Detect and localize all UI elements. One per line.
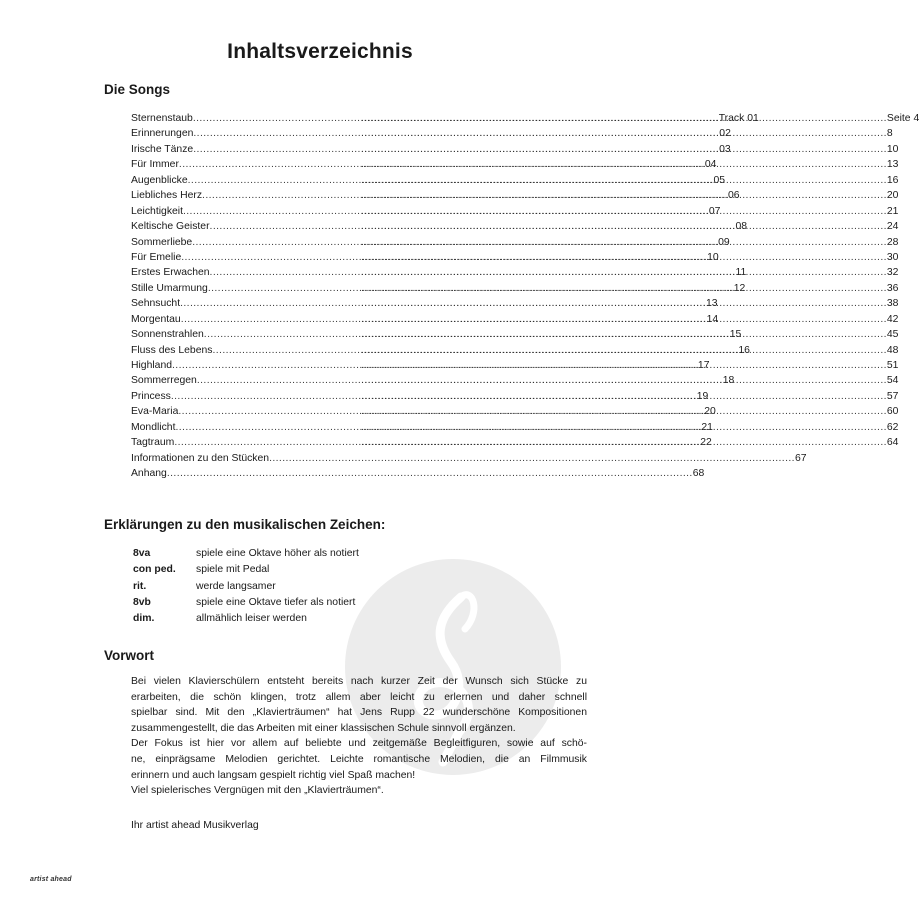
toc-page: 67: [794, 452, 807, 464]
toc-track: Track 01: [718, 113, 759, 124]
toc-title: Sommerliebe: [131, 236, 193, 248]
toc-row: [131, 437, 899, 452]
toc-page: 42: [886, 313, 899, 325]
toc-leader-dots: [361, 221, 887, 232]
toc-row: [131, 205, 899, 221]
toc-page: 21: [886, 205, 899, 217]
sign-term: rit.: [133, 580, 147, 592]
toc-leader-dots: [361, 144, 887, 155]
sign-row: [133, 548, 359, 564]
toc-row: [131, 406, 899, 421]
toc-page: 30: [886, 251, 899, 263]
toc-leader-dots: [361, 175, 887, 186]
toc-leader-dots: [361, 329, 887, 340]
toc-page: 16: [886, 174, 899, 186]
toc-title: Stille Umarmung: [131, 282, 208, 294]
toc-title: Morgentau: [131, 313, 181, 325]
toc-page: 60: [886, 406, 899, 418]
toc-title: Mondlicht: [131, 421, 176, 433]
toc-row: [131, 344, 899, 360]
table-of-contents: [131, 113, 919, 484]
toc-leader-dots: [361, 314, 887, 325]
toc-leader-dots: [361, 422, 887, 433]
toc-leader-dots: [269, 453, 795, 464]
toc-page: 28: [886, 236, 899, 248]
toc-track: 06: [727, 190, 740, 202]
toc-title: Informationen zu den Stücken: [131, 452, 270, 464]
toc-page: 10: [886, 143, 899, 155]
toc-leader-dots: [361, 283, 887, 294]
foreword-line: Viel spielerisches Vergnügen mit den „Klavierträumen“.: [131, 785, 384, 797]
toc-row: [131, 159, 899, 174]
toc-leader-dots: [361, 391, 887, 402]
toc-leader-dots: [361, 128, 887, 139]
toc-leader-dots: [361, 237, 887, 248]
toc-row: [131, 375, 899, 390]
toc-title: Liebliches Herz: [131, 190, 203, 202]
toc-page: 13: [886, 159, 899, 171]
signs-heading: Erklärungen zu den musikalischen Zeichen:: [104, 517, 386, 532]
toc-title: Anhang: [131, 468, 167, 480]
toc-track: 15: [729, 329, 742, 341]
foreword-line: erinnern und auch langsam gespielt richtig viel Spaß machen!: [131, 769, 416, 781]
foreword-heading: Vorwort: [104, 648, 154, 663]
toc-track: 12: [733, 282, 746, 294]
toc-page: 51: [886, 360, 899, 371]
toc-track: 22: [700, 437, 712, 449]
toc-track: 08: [735, 221, 748, 233]
toc-leader-dots: [361, 437, 887, 448]
toc-leader-dots: [361, 252, 887, 263]
toc-page: 62: [886, 421, 899, 433]
toc-title: Eva-Maria: [131, 406, 179, 418]
toc-leader-dots: [361, 113, 887, 124]
toc-row: [131, 329, 899, 344]
foreword-line: spielbar sind. Mit den „Klavierträumen“ hat Jens Rupp 22 wunderschöne Kompositionen: [131, 707, 587, 719]
toc-leader-dots: [361, 298, 887, 309]
toc-page: 36: [886, 282, 899, 294]
toc-title: Für Emelie: [131, 251, 182, 263]
sign-description: werde langsamer: [196, 580, 276, 592]
toc-track: 03: [719, 143, 731, 155]
toc-page: 48: [886, 344, 899, 356]
toc-title: Leichtigkeit: [131, 205, 183, 217]
toc-track: 09: [718, 236, 730, 248]
toc-title: Sonnenstrahlen: [131, 329, 204, 341]
toc-title: Keltische Geister: [131, 221, 210, 233]
toc-row: [131, 113, 919, 128]
toc-track: 04: [704, 159, 717, 171]
toc-page: 64: [886, 437, 899, 449]
toc-leader-dots: [361, 345, 887, 356]
toc-track: 02: [719, 128, 731, 140]
toc-page: 45: [886, 329, 899, 341]
toc-page: 57: [886, 390, 899, 402]
sign-term: dim.: [133, 613, 155, 625]
toc-leader-dots: [361, 159, 887, 170]
foreword-line: ne, einprägsame Melodien gerichtet. Leichte romantische Melodien, die an Filmmusik: [131, 753, 587, 765]
toc-row: [131, 390, 899, 406]
sign-row: [133, 613, 359, 629]
toc-leader-dots: [361, 406, 887, 417]
toc-row: [131, 221, 899, 236]
toc-track: 17: [697, 360, 710, 371]
toc-title: Fluss des Lebens: [131, 344, 213, 356]
sign-term: 8va: [133, 548, 151, 559]
toc-row: [131, 128, 893, 143]
toc-track: 11: [735, 267, 747, 279]
toc-title: Erstes Erwachen: [131, 267, 210, 279]
toc-page: 54: [886, 375, 899, 387]
toc-title: Irische Tänze: [131, 143, 194, 155]
toc-row: [131, 143, 899, 159]
sign-row: [133, 581, 359, 597]
toc-row: [131, 251, 899, 267]
toc-track: 18: [722, 375, 735, 387]
sign-term: con ped.: [133, 564, 176, 576]
foreword-line: zusammengestellt, die das Arbeiten mit einer klassischen Schule sinnvoll ergänzen.: [131, 722, 516, 734]
sign-term: 8vb: [133, 596, 151, 608]
sign-description: spiele eine Oktave tiefer als notiert: [196, 596, 356, 608]
sign-description: spiele eine Oktave höher als notiert: [196, 548, 359, 559]
toc-row: [131, 421, 899, 437]
toc-track: 21: [701, 421, 713, 433]
toc-page: 68: [692, 468, 705, 480]
toc-leader-dots: [361, 206, 887, 217]
sign-description: allmählich leiser werden: [196, 613, 307, 625]
toc-title: Sommerregen: [131, 375, 197, 387]
signs-list: [133, 548, 359, 629]
toc-title: Augenblicke: [131, 174, 188, 186]
foreword-line: Der Fokus ist hier vor allem auf beliebte und zeitgemäße Begleitfiguren, sowie auf schö-: [131, 738, 587, 750]
toc-track: 07: [708, 205, 721, 217]
songs-heading: Die Songs: [104, 82, 171, 97]
toc-title: Princess: [131, 390, 171, 402]
foreword-line: Bei vielen Klavierschülern entsteht bereits nach kurzer Zeit der Wunsch sich Stücke zu: [131, 676, 587, 687]
toc-row: [131, 452, 807, 468]
toc-row: [131, 267, 899, 282]
signature: Ihr artist ahead Musikverlag: [131, 820, 259, 831]
toc-leader-dots: [361, 375, 887, 386]
toc-row: [131, 174, 899, 190]
toc-track: 10: [707, 251, 719, 263]
sign-row: [133, 564, 359, 580]
toc-track: 14: [706, 313, 719, 325]
toc-leader-dots: [361, 360, 887, 371]
toc-track: 13: [706, 298, 718, 310]
toc-page: Seite 4: [886, 113, 919, 124]
toc-title: Sternenstaub: [131, 113, 193, 124]
page-title: Inhaltsverzeichnis: [227, 40, 413, 63]
foreword-text: [131, 674, 587, 799]
toc-title: Highland: [131, 360, 173, 371]
toc-page: 38: [886, 298, 899, 310]
toc-row: [131, 236, 899, 252]
sign-row: [133, 597, 359, 613]
sign-description: spiele mit Pedal: [196, 564, 270, 576]
toc-track: 05: [713, 174, 726, 186]
toc-leader-dots: [167, 468, 693, 479]
toc-page: 8: [886, 128, 893, 140]
toc-row: [131, 298, 899, 313]
footer-brand: artist ahead: [30, 876, 72, 883]
toc-leader-dots: [361, 267, 887, 278]
toc-title: Sehnsucht: [131, 298, 181, 310]
toc-track: 20: [704, 406, 716, 418]
toc-track: 16: [738, 344, 750, 356]
toc-leader-dots: [361, 190, 887, 201]
toc-row: [131, 468, 705, 483]
toc-page: 32: [886, 267, 899, 279]
toc-row: [131, 190, 899, 205]
toc-track: 19: [696, 390, 709, 402]
toc-title: Tagtraum: [131, 437, 175, 449]
toc-title: Für Immer: [131, 159, 179, 171]
foreword-line: erarbeiten, die schön klingen, trotz allem aber leicht zu erlernen und daher schnell: [131, 691, 587, 703]
toc-row: [131, 282, 899, 298]
toc-row: [131, 360, 899, 375]
toc-row: [131, 313, 899, 329]
toc-page: 24: [886, 221, 899, 233]
toc-page: 20: [886, 190, 899, 202]
toc-title: Erinnerungen: [131, 128, 194, 140]
